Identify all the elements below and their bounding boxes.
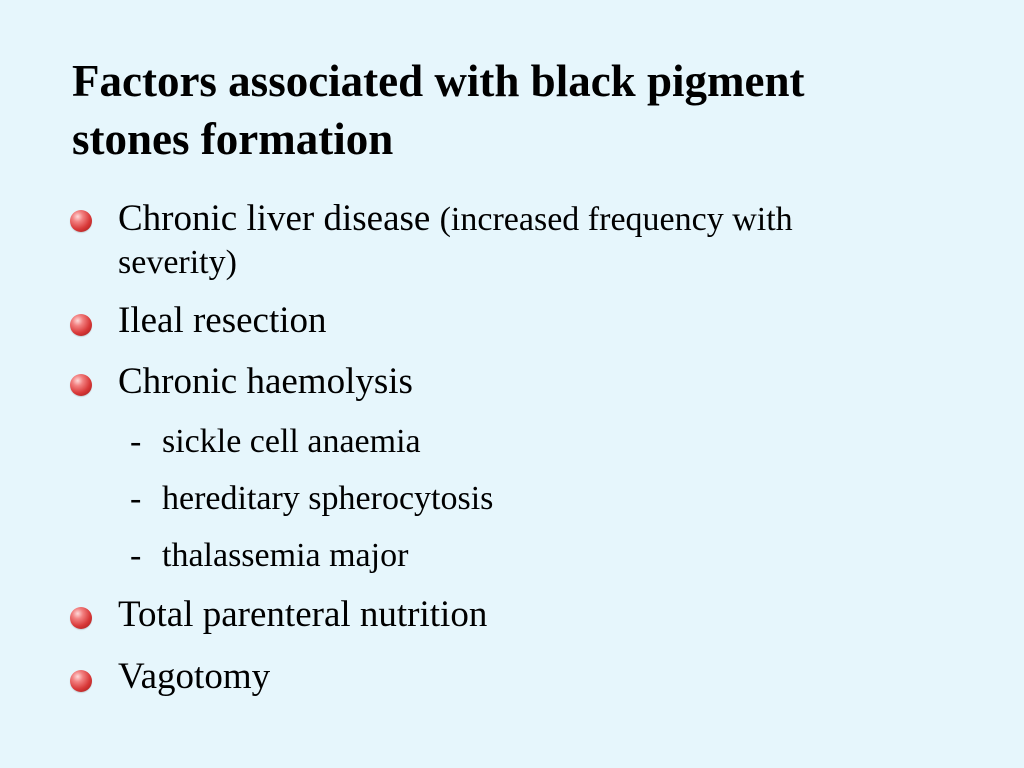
bullet-text: Ileal resection (118, 300, 327, 341)
slide-title (72, 52, 972, 168)
bullet-text: Chronic haemolysis (118, 361, 413, 402)
bullet-note-text: (increased frequency with (439, 201, 793, 238)
sub-item-text: hereditary spherocytosis (162, 480, 494, 517)
sub-item-text: thalassemia major (162, 537, 409, 574)
sub-item-dash: - (130, 537, 142, 574)
title-line-2: stones formation (72, 114, 394, 164)
sub-item-hereditary-spherocytosis (130, 477, 493, 521)
title-line-1: Factors associated with black pigment (72, 56, 805, 106)
sub-item-dash: - (130, 480, 142, 517)
sub-item-thalassemia (130, 534, 408, 578)
bullet-dot-icon (70, 210, 92, 232)
sub-item-dash: - (130, 423, 142, 460)
bullet-text: Vagotomy (118, 656, 271, 697)
sub-item-text: sickle cell anaemia (162, 423, 421, 460)
bullet-dot-icon (70, 670, 92, 692)
bullet-dot-icon (70, 607, 92, 629)
sub-item-sickle-cell (130, 420, 421, 464)
bullet-main-text: Chronic liver disease (118, 198, 440, 239)
bullet-dot-icon (70, 374, 92, 396)
bullet-text (118, 196, 793, 243)
bullet-dot-icon (70, 314, 92, 336)
bullet-text: Total parenteral nutrition (118, 594, 488, 635)
bullet-note-continuation: severity) (118, 244, 237, 281)
